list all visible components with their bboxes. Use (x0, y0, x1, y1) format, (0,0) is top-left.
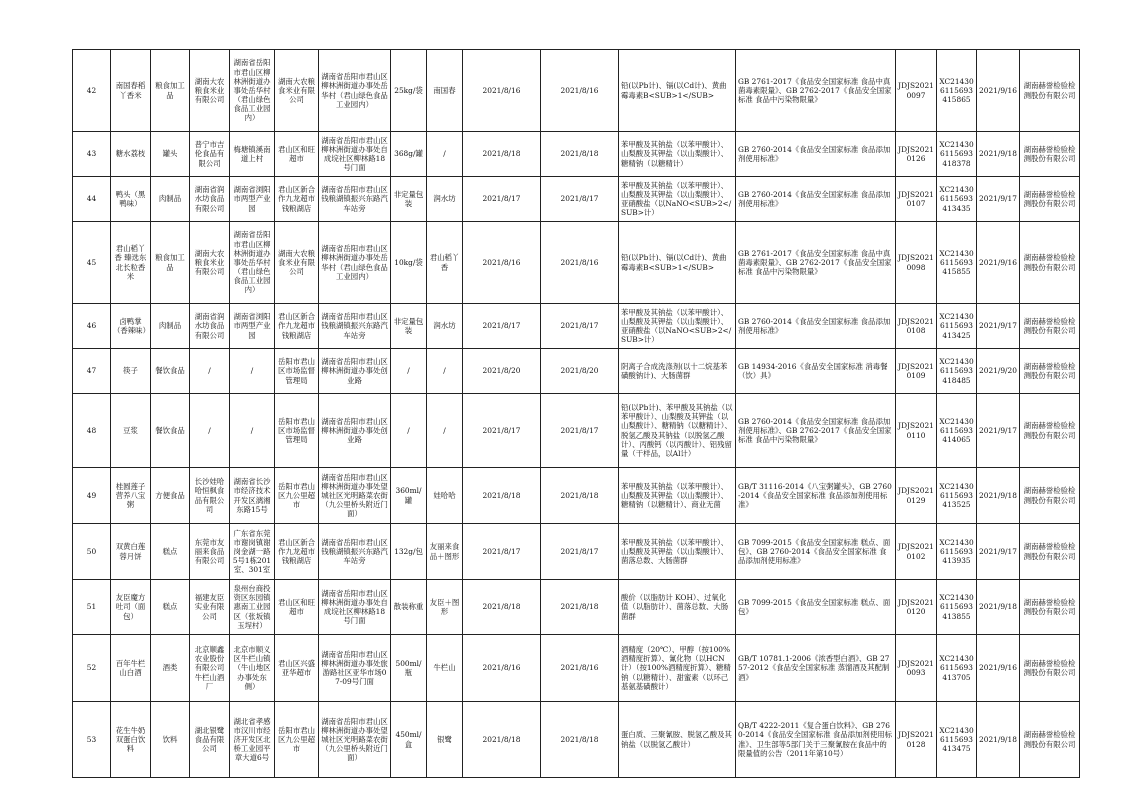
cell-lab: 湖南赫誉检验检测股份有限公司 (1020, 468, 1080, 524)
cell-producer: 湖南大农粮食米业有限公司 (190, 50, 230, 132)
cell-sample-date: 2021/8/18 (541, 468, 619, 524)
cell-no: 45 (73, 222, 111, 304)
cell-cat: 饮料 (151, 702, 190, 778)
cell-report-date: 2021/9/16 (977, 222, 1020, 304)
cell-seller: 君山区新合作九龙超市钱粮湖店 (275, 177, 319, 222)
cell-brand: 润水坊 (427, 304, 463, 349)
cell-producer: 北京顺鑫农业股份有限公司牛栏山酒厂 (190, 635, 230, 702)
cell-report-date: 2021/9/17 (977, 304, 1020, 349)
cell-cat: 粮食加工品 (151, 222, 190, 304)
cell-no: 49 (73, 468, 111, 524)
cell-seller-addr: 湖南省岳阳市君山区柳林洲街道办事处旅游路社区亚华市场07-09号门面 (319, 635, 391, 702)
cell-standard: GB 7099-2015《食品安全国家标准 糕点、面包》 (736, 580, 896, 635)
table-row (73, 702, 1080, 778)
cell-task: JDJS20210109 (896, 349, 937, 394)
cell-prod-date: 2021/8/17 (463, 304, 541, 349)
table-row (73, 132, 1080, 177)
cell-report: XC214306115693413705 (937, 635, 977, 702)
cell-brand: 友臣＋图形 (427, 580, 463, 635)
cell-brand: 润水坊 (427, 177, 463, 222)
table-row (73, 468, 1080, 524)
cell-report: XC214306115693413525 (937, 468, 977, 524)
cell-producer-addr: 湖南省岳阳市君山区柳林洲街道办事处岳华村（君山绿色食品工业园内） (230, 50, 275, 132)
cell-producer-addr: / (230, 349, 275, 394)
cell-report: XC214306115693418378 (937, 132, 977, 177)
cell-prod-date: 2021/8/18 (463, 132, 541, 177)
cell-seller: 君山区和旺超市 (275, 132, 319, 177)
cell-no: 44 (73, 177, 111, 222)
cell-prod-date: 2021/8/18 (463, 468, 541, 524)
cell-brand: 友丽来食品＋图形 (427, 524, 463, 580)
table-row (73, 349, 1080, 394)
cell-spec: 500ml/瓶 (391, 635, 427, 702)
cell-items: 酸价（以脂肪计 KOH）、过氧化值（以脂肪计）、菌落总数、大肠菌群 (619, 580, 736, 635)
cell-report-date: 2021/9/18 (977, 702, 1020, 778)
cell-lab: 湖南赫誉检验检测股份有限公司 (1020, 635, 1080, 702)
cell-sample-date: 2021/8/17 (541, 394, 619, 468)
cell-cat: 肉制品 (151, 177, 190, 222)
cell-producer: 东莞市友丽来食品有限公司 (190, 524, 230, 580)
cell-items: 苯甲酸及其钠盐（以苯甲酸计）、山梨酸及其钾盐（以山梨酸计）、亚硝酸盐（以NaNO<SUB>2</SUB>计） (619, 304, 736, 349)
cell-cat: 粮食加工品 (151, 50, 190, 132)
cell-spec: 散装称重 (391, 580, 427, 635)
cell-sample-date: 2021/8/18 (541, 580, 619, 635)
cell-name: 花生牛奶双蛋白饮料 (111, 702, 151, 778)
cell-lab: 湖南赫誉检验检测股份有限公司 (1020, 702, 1080, 778)
cell-cat: 罐头 (151, 132, 190, 177)
cell-no: 50 (73, 524, 111, 580)
table-row (73, 635, 1080, 702)
cell-items: 苯甲酸及其钠盐（以苯甲酸计）、山梨酸及其钾盐（以山梨酸计）、糖精钠（以糖精计） (619, 132, 736, 177)
cell-report-date: 2021/9/18 (977, 468, 1020, 524)
cell-brand: 南国春 (427, 50, 463, 132)
cell-name: 君山稻丫香 臻选东北长粒香米 (111, 222, 151, 304)
cell-prod-date: 2021/8/18 (463, 702, 541, 778)
cell-items: 苯甲酸及其钠盐（以苯甲酸计）、山梨酸及其钾盐（以山梨酸计）、菌落总数、大肠菌群 (619, 524, 736, 580)
cell-task: JDJS20210098 (896, 222, 937, 304)
cell-sample-date: 2021/8/16 (541, 635, 619, 702)
table-body (73, 50, 1080, 778)
cell-sample-date: 2021/8/16 (541, 50, 619, 132)
cell-producer-addr: 湖南省长沙市经济技术开发区漓湘东路15号 (230, 468, 275, 524)
cell-producer: 福建友臣实业有限公司 (190, 580, 230, 635)
cell-report: XC214306115693415865 (937, 50, 977, 132)
cell-standard: GB 7099-2015《食品安全国家标准 糕点、面包》、GB 2760-2014《食品安全国家标准 食品添加剂使用标准》 (736, 524, 896, 580)
cell-seller: 湖南大农粮食米业有限公司 (275, 222, 319, 304)
cell-producer-addr: / (230, 394, 275, 468)
cell-no: 53 (73, 702, 111, 778)
cell-standard: GB 14934-2016《食品安全国家标准 消毒餐（饮）具》 (736, 349, 896, 394)
cell-report-date: 2021/9/17 (977, 394, 1020, 468)
cell-seller-addr: 湖南省岳阳市君山区钱粮湖镇振兴东路汽车站旁 (319, 304, 391, 349)
cell-sample-date: 2021/8/20 (541, 349, 619, 394)
cell-spec: / (391, 349, 427, 394)
cell-producer-addr: 梅塘镇溪南道上村 (230, 132, 275, 177)
cell-seller-addr: 湖南省岳阳市君山区柳林洲街道办事处望城社区光明路菜农街（九公里桥头附近门面） (319, 468, 391, 524)
cell-cat: 方便食品 (151, 468, 190, 524)
cell-lab: 湖南赫誉检验检测股份有限公司 (1020, 394, 1080, 468)
cell-seller-addr: 湖南省岳阳市君山区柳林洲街道办事处望城社区光明路菜农街（九公里桥头附近门面） (319, 702, 391, 778)
cell-prod-date: 2021/8/17 (463, 394, 541, 468)
cell-name: 双黄白莲蓉月饼 (111, 524, 151, 580)
cell-producer-addr: 湖北省孝感市汉川市经济开发区北桥工业园平章大道6号 (230, 702, 275, 778)
cell-task: JDJS20210108 (896, 304, 937, 349)
cell-lab: 湖南赫誉检验检测股份有限公司 (1020, 304, 1080, 349)
cell-seller-addr: 湖南省岳阳市君山区柳林洲街道办事处岳华村（君山绿色食品工业园内） (319, 50, 391, 132)
cell-seller-addr: 湖南省岳阳市君山区柳林洲街道办事处自成垸社区柳林路18号门面 (319, 132, 391, 177)
cell-producer: 湖南大农粮食米业有限公司 (190, 222, 230, 304)
cell-producer: 湖南省润水坊食品有限公司 (190, 304, 230, 349)
cell-seller-addr: 湖南省岳阳市君山区柳林洲街道办事处创业路 (319, 394, 391, 468)
cell-seller: 君山区兴盛亚华超市 (275, 635, 319, 702)
cell-report-date: 2021/9/17 (977, 524, 1020, 580)
cell-producer-addr: 湖南省浏阳市两型产业园 (230, 304, 275, 349)
cell-producer-addr: 北京市顺义区牛栏山镇（牛山地区办事处东侧） (230, 635, 275, 702)
cell-brand: 君山稻丫香 (427, 222, 463, 304)
cell-spec: 10kg/袋 (391, 222, 427, 304)
cell-name: 豆浆 (111, 394, 151, 468)
cell-task: JDJS20210120 (896, 580, 937, 635)
cell-task: JDJS20210107 (896, 177, 937, 222)
cell-seller-addr: 湖南省岳阳市君山区钱粮湖镇振兴东路汽车站旁 (319, 524, 391, 580)
cell-report: XC214306115693415855 (937, 222, 977, 304)
cell-seller: 岳阳市君山区九公里超市 (275, 702, 319, 778)
cell-report-date: 2021/9/18 (977, 580, 1020, 635)
cell-report: XC214306115693413855 (937, 580, 977, 635)
cell-sample-date: 2021/8/17 (541, 177, 619, 222)
cell-brand: 牛栏山 (427, 635, 463, 702)
table-row (73, 524, 1080, 580)
cell-standard: GB/T 10781.1-2006《浓香型白酒》、GB 2757-2012《食品安全国家标准 蒸馏酒及其配制酒》 (736, 635, 896, 702)
cell-report: XC214306115693413475 (937, 702, 977, 778)
cell-task: JDJS20210129 (896, 468, 937, 524)
cell-report: XC214306115693413435 (937, 177, 977, 222)
cell-standard: GB 2761-2017《食品安全国家标准 食品中真菌毒素限量》、GB 2762-2017《食品安全国家标准 食品中污染物限量》 (736, 222, 896, 304)
sampling-results-table (72, 49, 1080, 778)
cell-standard: GB 2761-2017《食品安全国家标准 食品中真菌毒素限量》、GB 2762-2017《食品安全国家标准 食品中污染物限量》 (736, 50, 896, 132)
table-row (73, 304, 1080, 349)
cell-brand: / (427, 349, 463, 394)
cell-prod-date: 2021/8/18 (463, 580, 541, 635)
cell-brand: 银鹭 (427, 702, 463, 778)
cell-prod-date: 2021/8/17 (463, 524, 541, 580)
cell-producer: 湖南省润水坊食品有限公司 (190, 177, 230, 222)
cell-producer: 普宁市吉伦食品有限公司 (190, 132, 230, 177)
cell-task: JDJS20210097 (896, 50, 937, 132)
cell-report-date: 2021/9/16 (977, 50, 1020, 132)
cell-no: 47 (73, 349, 111, 394)
cell-no: 46 (73, 304, 111, 349)
cell-spec: 132g/包 (391, 524, 427, 580)
cell-standard: GB 2760-2014《食品安全国家标准 食品添加剂使用标准》 (736, 177, 896, 222)
cell-seller-addr: 湖南省岳阳市君山区柳林洲街道办事处创业路 (319, 349, 391, 394)
cell-name: 鸭头（黑鸭味） (111, 177, 151, 222)
cell-producer-addr: 湖南省岳阳市君山区柳林洲街道办事处岳华村（君山绿色食品工业园内） (230, 222, 275, 304)
cell-producer: 长沙娃哈哈恒枫食品有限公司 (190, 468, 230, 524)
cell-no: 42 (73, 50, 111, 132)
cell-seller: 君山区新合作九龙超市钱粮湖店 (275, 304, 319, 349)
cell-cat: 餐饮食品 (151, 349, 190, 394)
cell-name: 卤鸭掌（香辣味） (111, 304, 151, 349)
cell-name: 百年牛栏山白酒 (111, 635, 151, 702)
cell-spec: 360ml/罐 (391, 468, 427, 524)
cell-standard: GB/T 31116-2014《八宝粥罐头》、GB 2760-2014《食品安全国家标准 食品添加剂使用标准》 (736, 468, 896, 524)
cell-lab: 湖南赫誉检验检测股份有限公司 (1020, 524, 1080, 580)
cell-standard: GB 2760-2014《食品安全国家标准 食品添加剂使用标准》 (736, 132, 896, 177)
cell-cat: 餐饮食品 (151, 394, 190, 468)
cell-standard: GB 2760-2014《食品安全国家标准 食品添加剂使用标准》、GB 2762-2017《食品安全国家标准 食品中污染物限量》 (736, 394, 896, 468)
cell-prod-date: 2021/8/16 (463, 50, 541, 132)
cell-producer: 湖北银鹭食品有限公司 (190, 702, 230, 778)
table-row (73, 222, 1080, 304)
cell-items: 铅(以Pb计)、镉(以Cd计)、黄曲霉毒素B<SUB>1</SUB> (619, 222, 736, 304)
cell-items: 铅(以Pb计)、苯甲酸及其钠盐（以苯甲酸计）、山梨酸及其钾盐（以山梨酸计）、糖精钠（以糖精计）、脱氢乙酸及其钠盐（以脱氢乙酸计）、丙酸钙（以丙酸计）、铝残留量（干样品，以Al计） (619, 394, 736, 468)
cell-cat: 糕点 (151, 580, 190, 635)
cell-producer-addr: 湖南省浏阳市两型产业园 (230, 177, 275, 222)
cell-producer-addr: 广东省东莞市谢岗镇谢岗金湖一路5号1栋201室、301室 (230, 524, 275, 580)
cell-spec: 368g/罐 (391, 132, 427, 177)
cell-lab: 湖南赫誉检验检测股份有限公司 (1020, 177, 1080, 222)
cell-brand: / (427, 132, 463, 177)
cell-task: JDJS20210128 (896, 702, 937, 778)
table-row (73, 394, 1080, 468)
cell-name: 南国春稻丫香米 (111, 50, 151, 132)
cell-seller: 岳阳市君山区市场监督管理局 (275, 349, 319, 394)
table-row (73, 50, 1080, 132)
cell-items: 苯甲酸及其钠盐（以苯甲酸计）、山梨酸及其钾盐（以山梨酸计）、亚硝酸盐（以NaNO<SUB>2</SUB>计） (619, 177, 736, 222)
cell-seller-addr: 湖南省岳阳市君山区柳林洲街道办事处自成垸社区柳林路18号门面 (319, 580, 391, 635)
cell-producer-addr: 泉州台商投资区东园镇惠南工业园区（张坂镇玉埕村） (230, 580, 275, 635)
cell-no: 52 (73, 635, 111, 702)
cell-report-date: 2021/9/18 (977, 132, 1020, 177)
cell-lab: 湖南赫誉检验检测股份有限公司 (1020, 132, 1080, 177)
cell-sample-date: 2021/8/17 (541, 304, 619, 349)
cell-producer: / (190, 349, 230, 394)
cell-standard: GB 2760-2014《食品安全国家标准 食品添加剂使用标准》 (736, 304, 896, 349)
cell-standard: QB/T 4222-2011《复合蛋白饮料》、GB 2760-2014《食品安全国家标准 食品添加剂使用标准》、卫生部等5部门关于三聚氰胺在食品中的限量值的公告（2011年第10号） (736, 702, 896, 778)
cell-cat: 酒类 (151, 635, 190, 702)
cell-sample-date: 2021/8/16 (541, 222, 619, 304)
cell-spec: 非定量包装 (391, 304, 427, 349)
cell-seller: 岳阳市君山区市场监督管理局 (275, 394, 319, 468)
cell-items: 酒精度（20℃）、甲醇（按100%酒精度折算）、氰化物（以HCN计）（按100%酒精度折算）、糖精钠（以糖精计）、甜蜜素（以环己基氨基磺酸计） (619, 635, 736, 702)
cell-sample-date: 2021/8/17 (541, 524, 619, 580)
cell-report: XC214306115693413425 (937, 304, 977, 349)
cell-brand: / (427, 394, 463, 468)
cell-lab: 湖南赫誉检验检测股份有限公司 (1020, 580, 1080, 635)
cell-seller: 湖南大农粮食米业有限公司 (275, 50, 319, 132)
cell-spec: 450ml/盒 (391, 702, 427, 778)
cell-report: XC214306115693413935 (937, 524, 977, 580)
table-row (73, 177, 1080, 222)
cell-sample-date: 2021/8/18 (541, 702, 619, 778)
cell-name: 糖水荔枝 (111, 132, 151, 177)
cell-producer: / (190, 394, 230, 468)
cell-items: 阴离子合成洗涤剂(以十二烷基苯磺酸钠计)、大肠菌群 (619, 349, 736, 394)
cell-spec: / (391, 394, 427, 468)
cell-seller: 君山区新合作九龙超市钱粮湖店 (275, 524, 319, 580)
cell-seller: 岳阳市君山区九公里超市 (275, 468, 319, 524)
cell-seller-addr: 湖南省岳阳市君山区钱粮湖镇振兴东路汽车站旁 (319, 177, 391, 222)
cell-cat: 糕点 (151, 524, 190, 580)
cell-sample-date: 2021/8/18 (541, 132, 619, 177)
cell-items: 苯甲酸及其钠盐（以苯甲酸计）、山梨酸及其钾盐（以山梨酸计）、糖精钠（以糖精计）、商业无菌 (619, 468, 736, 524)
cell-items: 铅(以Pb计)、镉(以Cd计)、黄曲霉毒素B<SUB>1</SUB> (619, 50, 736, 132)
cell-task: JDJS20210093 (896, 635, 937, 702)
cell-brand: 娃哈哈 (427, 468, 463, 524)
cell-report: XC214306115693418485 (937, 349, 977, 394)
cell-report-date: 2021/9/20 (977, 349, 1020, 394)
cell-spec: 25kg/袋 (391, 50, 427, 132)
cell-no: 48 (73, 394, 111, 468)
cell-task: JDJS20210126 (896, 132, 937, 177)
cell-lab: 湖南赫誉检验检测股份有限公司 (1020, 349, 1080, 394)
cell-cat: 肉制品 (151, 304, 190, 349)
cell-prod-date: 2021/8/17 (463, 177, 541, 222)
cell-no: 43 (73, 132, 111, 177)
cell-report-date: 2021/9/16 (977, 635, 1020, 702)
cell-task: JDJS20210102 (896, 524, 937, 580)
cell-report-date: 2021/9/17 (977, 177, 1020, 222)
cell-items: 蛋白质、三聚氰胺、脱氢乙酸及其钠盐（以脱氢乙酸计） (619, 702, 736, 778)
cell-seller: 君山区和旺超市 (275, 580, 319, 635)
cell-name: 友臣魔方吐司（面包） (111, 580, 151, 635)
cell-seller-addr: 湖南省岳阳市君山区柳林洲街道办事处岳华村（君山绿色食品工业园内） (319, 222, 391, 304)
cell-prod-date: 2021/8/20 (463, 349, 541, 394)
cell-prod-date: 2021/8/16 (463, 635, 541, 702)
cell-lab: 湖南赫誉检验检测股份有限公司 (1020, 50, 1080, 132)
cell-no: 51 (73, 580, 111, 635)
cell-task: JDJS20210110 (896, 394, 937, 468)
cell-name: 筷子 (111, 349, 151, 394)
table-row (73, 580, 1080, 635)
cell-lab: 湖南赫誉检验检测股份有限公司 (1020, 222, 1080, 304)
cell-spec: 非定量包装 (391, 177, 427, 222)
cell-report: XC214306115693414065 (937, 394, 977, 468)
cell-name: 桂圆莲子营养八宝粥 (111, 468, 151, 524)
cell-prod-date: 2021/8/16 (463, 222, 541, 304)
